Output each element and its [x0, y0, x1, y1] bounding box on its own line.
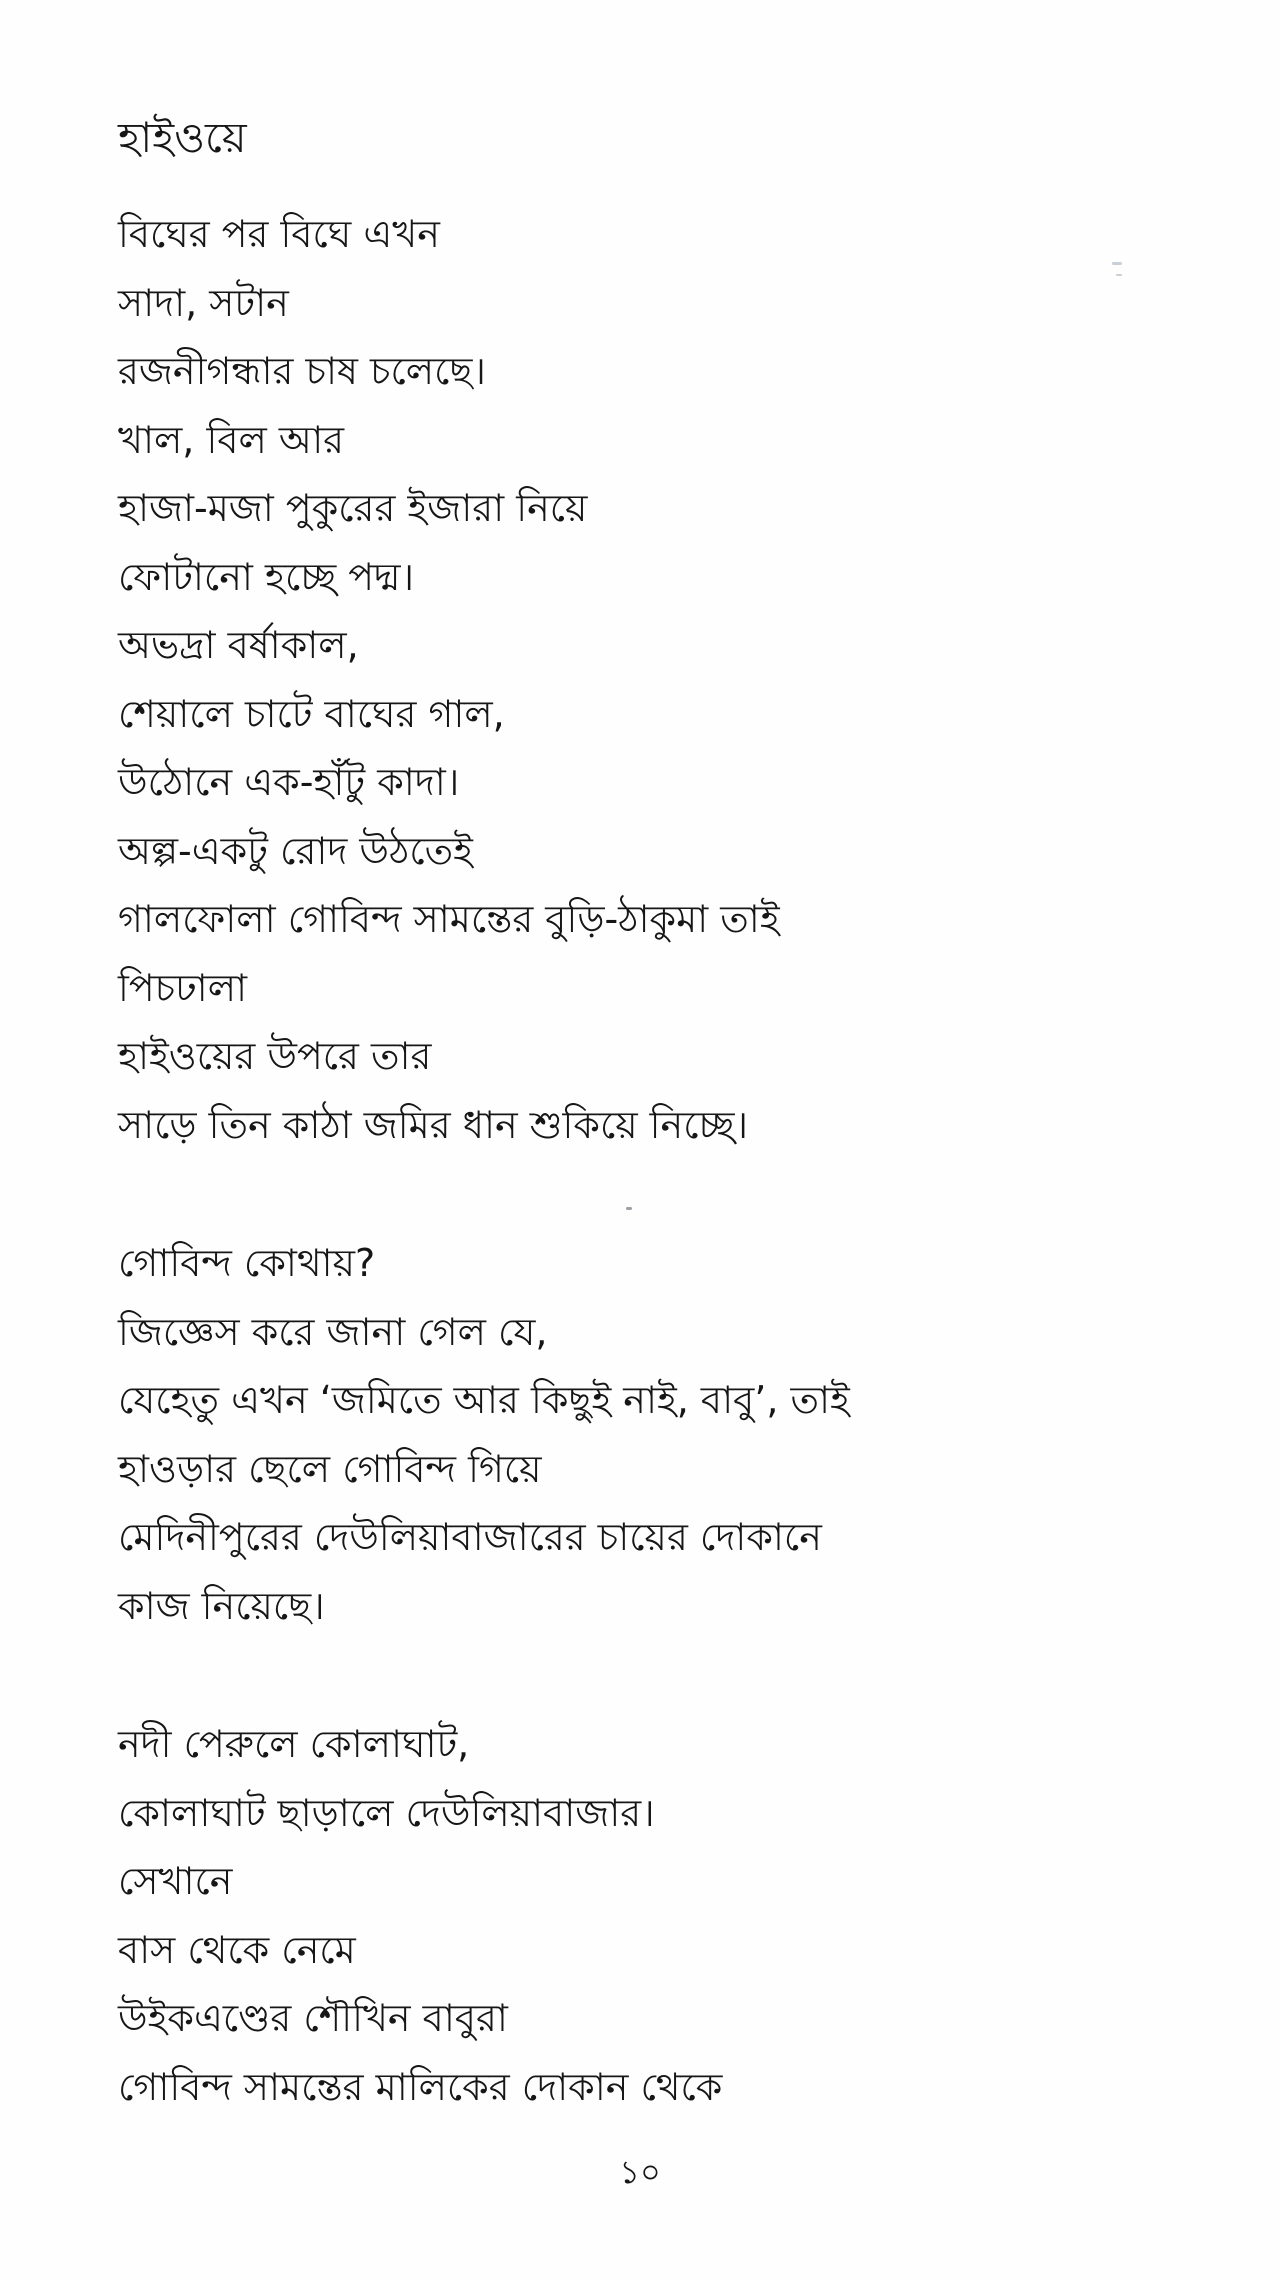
poem-line: বিঘের পর বিঘে এখন	[118, 212, 440, 256]
poem-line: হাওড়ার ছেলে গোবিন্দ গিয়ে	[118, 1446, 542, 1491]
page-number: ১০	[619, 2153, 661, 2191]
poem-line: গালফোলা গোবিন্দ সামন্তের বুড়ি-ঠাকুমা তাই	[118, 897, 780, 941]
poem-line: কাজ নিয়েছে।	[118, 1583, 325, 1628]
scan-speck	[1116, 274, 1122, 276]
poem-line: বাস থেকে নেমে	[118, 1927, 356, 1972]
poem-line: খাল, বিল আর	[118, 417, 345, 462]
poem-title: হাইওয়ে	[118, 113, 247, 162]
scan-speck	[1112, 262, 1122, 265]
poem-line: উইকএণ্ডের শৌখিন বাবুরা	[118, 1996, 508, 2040]
stanza-2	[118, 1229, 1178, 1640]
poem-line: উঠোনে এক-হাঁটু কাদা।	[118, 760, 460, 804]
poem-line: সেখানে	[118, 1859, 233, 1903]
poem-line: জিজ্ঞেস করে জানা গেল যে,	[118, 1309, 548, 1354]
poem-line: সাড়ে তিন কাঠা জমির ধান শুকিয়ে নিচ্ছে।	[118, 1102, 749, 1147]
poem-line: যেহেতু এখন ‘জমিতে আর কিছুই নাই, বাবু’, তাই	[118, 1378, 850, 1422]
poem-line: অভদ্রা বর্ষাকাল,	[118, 623, 359, 667]
poem-line: গোবিন্দ কোথায়?	[118, 1241, 376, 1285]
poem-line: অল্প-একটু রোদ উঠতেই	[118, 828, 473, 873]
poem-line: পিচঢালা	[118, 965, 248, 1010]
poem-line: সাদা, সটান	[118, 280, 289, 325]
poem-line: শেয়ালে চাটে বাঘের গাল,	[118, 691, 505, 736]
poem-line: ফোটানো হচ্ছে পদ্ম।	[118, 554, 415, 599]
poem-line: হাজা-মজা পুকুরের ইজারা নিয়ে	[118, 486, 588, 530]
poem-line: কোলাঘাট ছাড়ালে দেউলিয়াবাজার।	[118, 1790, 655, 1835]
poem-line: রজনীগন্ধার চাষ চলেছে।	[118, 349, 486, 393]
stanza-3	[118, 1710, 1178, 2121]
poem-body	[118, 200, 1178, 2121]
poem-line: মেদিনীপুরের দেউলিয়াবাজারের চায়ের দোকানে	[118, 1515, 822, 1559]
stanza-1	[118, 200, 1178, 1159]
poem-line: নদী পেরুলে কোলাঘাট,	[118, 1722, 470, 1766]
scan-speck	[626, 1207, 632, 1210]
poem-line: গোবিন্দ সামন্তের মালিকের দোকান থেকে	[118, 2064, 723, 2109]
poem-line: হাইওয়ের উপরে তার	[118, 1034, 432, 1078]
